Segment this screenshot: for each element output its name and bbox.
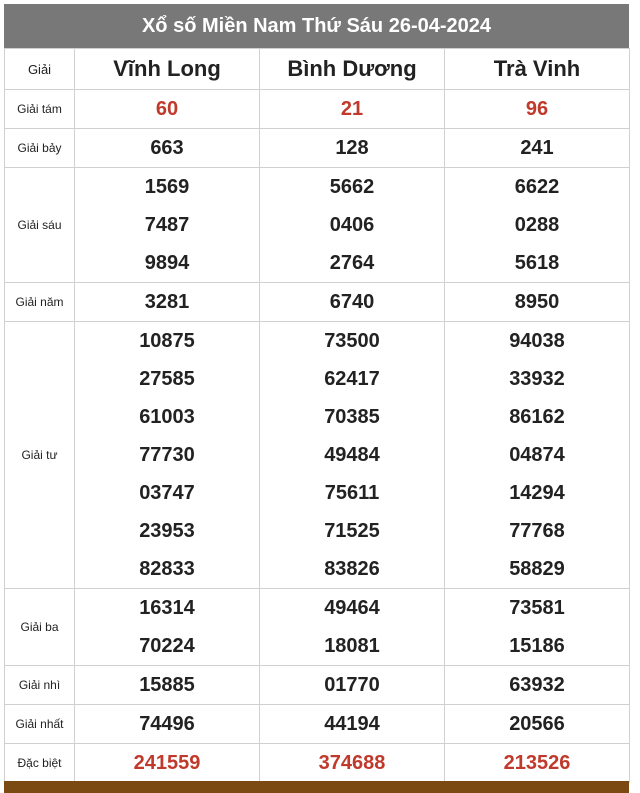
winning-number: 60	[155, 98, 179, 120]
winning-number: 20566	[509, 713, 565, 735]
prize-cell	[75, 283, 260, 322]
winning-number: 94038	[509, 330, 565, 352]
winning-number: 96	[525, 98, 549, 120]
prize-cell	[75, 168, 260, 283]
prize-cell	[260, 666, 445, 705]
winning-number: 01770	[324, 674, 380, 696]
prize-label: Giải tám	[5, 90, 75, 129]
winning-number: 6740	[329, 291, 375, 313]
winning-number: 374688	[318, 752, 386, 774]
prize-cell	[260, 168, 445, 283]
prize-cell	[260, 129, 445, 168]
prize-cell	[75, 744, 260, 783]
province-header[interactable]: Bình Dương	[260, 49, 445, 90]
winning-number: 8950	[514, 291, 560, 313]
prize-cell	[445, 744, 630, 783]
prize-row	[5, 744, 630, 783]
prize-cell	[445, 168, 630, 283]
prize-row	[5, 168, 630, 283]
prize-row	[5, 129, 630, 168]
winning-number: 27585	[139, 368, 195, 390]
winning-number: 0406	[329, 214, 375, 236]
prize-column-header: Giải	[5, 49, 75, 90]
winning-number: 33932	[509, 368, 565, 390]
prize-cell	[75, 589, 260, 666]
prize-row	[5, 90, 630, 129]
results-title: Xổ số Miền Nam Thứ Sáu 26-04-2024	[4, 4, 629, 48]
winning-number: 0288	[514, 214, 560, 236]
winning-number: 71525	[324, 520, 380, 542]
winning-number: 2764	[329, 252, 375, 274]
winning-number: 86162	[509, 406, 565, 428]
prize-cell	[260, 744, 445, 783]
winning-number: 04874	[509, 444, 565, 466]
prize-cell	[445, 90, 630, 129]
winning-number: 15186	[509, 635, 565, 657]
prize-label: Giải nhất	[5, 705, 75, 744]
prize-row	[5, 322, 630, 589]
header-row	[5, 49, 630, 90]
winning-number: 74496	[139, 713, 195, 735]
prize-cell	[260, 283, 445, 322]
prize-label: Giải tư	[5, 322, 75, 589]
prize-label: Giải nhì	[5, 666, 75, 705]
prize-row	[5, 705, 630, 744]
prize-cell	[260, 589, 445, 666]
prize-label: Giải sáu	[5, 168, 75, 283]
prize-cell	[75, 322, 260, 589]
winning-number: 73581	[509, 597, 565, 619]
prize-row	[5, 666, 630, 705]
winning-number: 44194	[324, 713, 380, 735]
prize-label: Giải bảy	[5, 129, 75, 168]
winning-number: 18081	[324, 635, 380, 657]
winning-number: 62417	[324, 368, 380, 390]
prize-cell	[445, 589, 630, 666]
province-header[interactable]: Trà Vinh	[445, 49, 630, 90]
winning-number: 14294	[509, 482, 565, 504]
winning-number: 49464	[324, 597, 380, 619]
prize-cell	[445, 283, 630, 322]
winning-number: 83826	[324, 558, 380, 580]
prize-cell	[260, 90, 445, 129]
winning-number: 16314	[139, 597, 195, 619]
winning-number: 21	[340, 98, 364, 120]
province-header[interactable]: Vĩnh Long	[75, 49, 260, 90]
prize-row	[5, 283, 630, 322]
winning-number: 5618	[514, 252, 560, 274]
prize-label: Giải năm	[5, 283, 75, 322]
prize-cell	[260, 705, 445, 744]
winning-number: 15885	[139, 674, 195, 696]
winning-number: 82833	[139, 558, 195, 580]
prize-label: Giải ba	[5, 589, 75, 666]
winning-number: 75611	[324, 482, 380, 504]
winning-number: 77768	[509, 520, 565, 542]
winning-number: 58829	[509, 558, 565, 580]
prize-row	[5, 589, 630, 666]
winning-number: 77730	[139, 444, 195, 466]
winning-number: 9894	[144, 252, 190, 274]
prize-cell	[445, 666, 630, 705]
winning-number: 03747	[139, 482, 195, 504]
winning-number: 73500	[324, 330, 380, 352]
winning-number: 61003	[139, 406, 195, 428]
prize-cell	[445, 705, 630, 744]
winning-number: 23953	[139, 520, 195, 542]
winning-number: 7487	[144, 214, 190, 236]
winning-number: 5662	[329, 176, 375, 198]
winning-number: 1569	[144, 176, 190, 198]
winning-number: 10875	[139, 330, 195, 352]
prize-cell	[75, 90, 260, 129]
winning-number: 6622	[514, 176, 560, 198]
winning-number: 49484	[324, 444, 380, 466]
prize-cell	[445, 322, 630, 589]
prize-cell	[445, 129, 630, 168]
prize-cell	[75, 705, 260, 744]
winning-number: 663	[150, 137, 184, 159]
winning-number: 128	[335, 137, 369, 159]
prize-cell	[75, 666, 260, 705]
results-table	[4, 48, 630, 783]
winning-number: 213526	[503, 752, 571, 774]
winning-number: 241	[520, 137, 554, 159]
prize-cell	[75, 129, 260, 168]
prize-cell	[260, 322, 445, 589]
prize-label: Đặc biệt	[5, 744, 75, 783]
winning-number: 241559	[133, 752, 201, 774]
winning-number: 70224	[139, 635, 195, 657]
winning-number: 63932	[509, 674, 565, 696]
winning-number: 3281	[144, 291, 190, 313]
winning-number: 70385	[324, 406, 380, 428]
footer-bar	[4, 781, 629, 793]
